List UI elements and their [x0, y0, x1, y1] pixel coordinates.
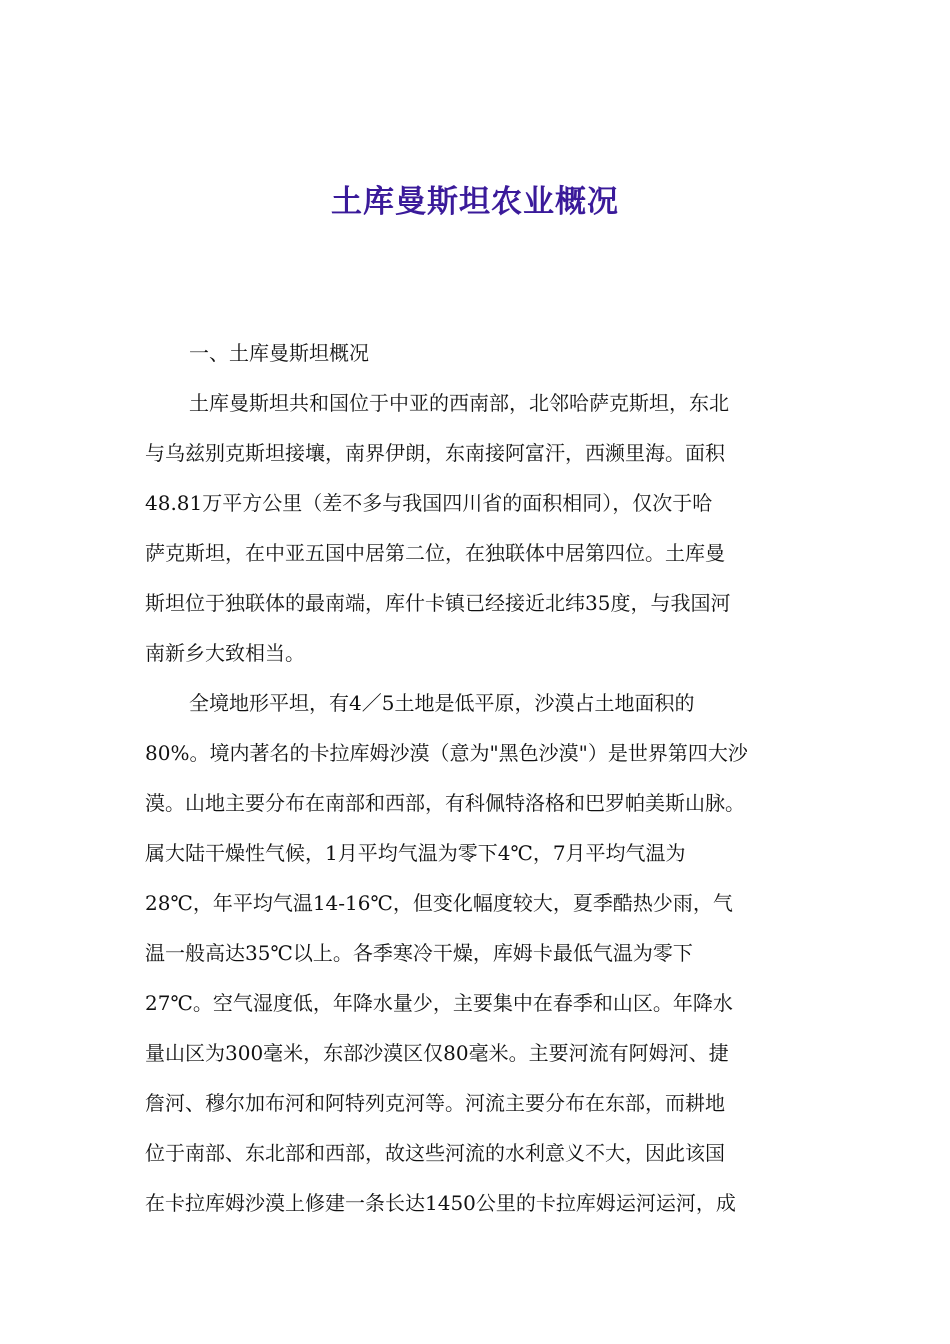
paragraph-line: 与乌兹别克斯坦接壤，南界伊朗，东南接阿富汗，西濒里海。面积 — [145, 441, 725, 465]
paragraph-line: 量山区为300毫米，东部沙漠区仅80毫米。主要河流有阿姆河、捷 — [145, 1041, 729, 1065]
document-title: 土库曼斯坦农业概况 — [331, 184, 619, 220]
document-body — [145, 328, 805, 1228]
paragraph-line: 萨克斯坦，在中亚五国中居第二位，在独联体中居第四位。土库曼 — [145, 541, 725, 565]
paragraph-1 — [145, 378, 805, 678]
paragraph-line: 斯坦位于独联体的最南端，库什卡镇已经接近北纬35度，与我国河 — [145, 591, 731, 615]
paragraph-2 — [145, 678, 805, 1228]
paragraph-line: 27℃。空气湿度低，年降水量少，主要集中在春季和山区。年降水 — [145, 991, 733, 1015]
paragraph-line: 属大陆干燥性气候，1月平均气温为零下4℃，7月平均气温为 — [145, 841, 686, 865]
paragraph-line: 温一般高达35℃以上。各季寒冷干燥，库姆卡最低气温为零下 — [145, 941, 693, 965]
paragraph-line: 28℃，年平均气温14-16℃，但变化幅度较大，夏季酷热少雨，气 — [145, 891, 733, 915]
paragraph-line: 土库曼斯坦共和国位于中亚的西南部，北邻哈萨克斯坦，东北 — [189, 391, 729, 415]
paragraph-line: 48.81万平方公里（差不多与我国四川省的面积相同），仅次于哈 — [145, 491, 713, 515]
section-heading-text: 一、土库曼斯坦概况 — [189, 341, 369, 365]
section-heading — [145, 328, 805, 378]
paragraph-line: 南新乡大致相当。 — [145, 641, 305, 665]
paragraph-line: 漠。山地主要分布在南部和西部，有科佩特洛格和巴罗帕美斯山脉。 — [145, 791, 745, 815]
paragraph-line: 80%。境内著名的卡拉库姆沙漠（意为"黑色沙漠"）是世界第四大沙 — [145, 741, 748, 765]
paragraph-line: 在卡拉库姆沙漠上修建一条长达1450公里的卡拉库姆运河运河，成 — [145, 1191, 736, 1215]
paragraph-line: 全境地形平坦，有4／5土地是低平原，沙漠占土地面积的 — [189, 691, 695, 715]
paragraph-line: 位于南部、东北部和西部，故这些河流的水利意义不大，因此该国 — [145, 1141, 725, 1165]
paragraph-line: 詹河、穆尔加布河和阿特列克河等。河流主要分布在东部，而耕地 — [145, 1091, 725, 1115]
